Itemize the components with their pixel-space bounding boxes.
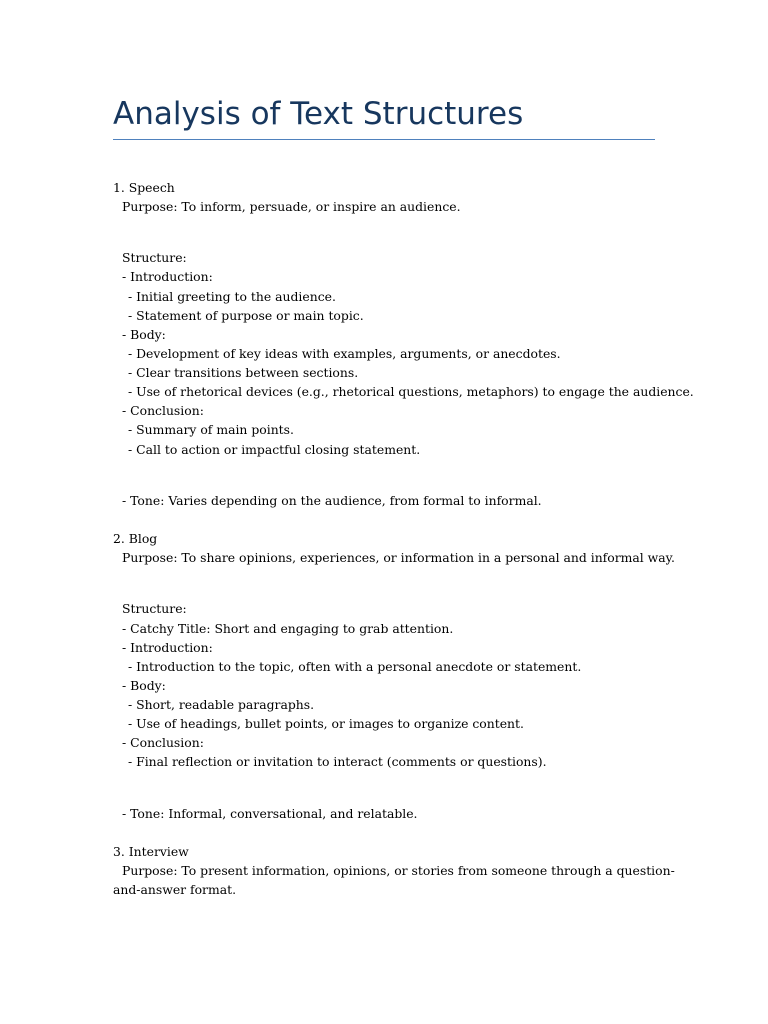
tone-line: - Tone: Varies depending on the audience, from formal to informal. (122, 493, 542, 508)
list-subitem: - Summary of main points. (128, 422, 294, 437)
list-subitem: - Clear transitions between sections. (128, 365, 359, 380)
structure-label: Structure: (122, 601, 187, 616)
list-item: - Conclusion: (122, 735, 204, 750)
list-item: - Body: (122, 678, 166, 693)
list-item: - Body: (122, 327, 166, 342)
list-subitem: - Final reflection or invitation to interact (comments or questions). (128, 754, 547, 769)
section-heading-blog: 2. Blog (113, 531, 158, 546)
page-title: Analysis of Text Structures (113, 96, 524, 132)
list-subitem: - Introduction to the topic, often with a personal anecdote or statement. (128, 659, 582, 674)
section-heading-interview: 3. Interview (113, 844, 189, 859)
section-heading-speech: 1. Speech (113, 180, 175, 195)
list-subitem: - Call to action or impactful closing statement. (128, 442, 421, 457)
list-subitem: - Use of headings, bullet points, or images to organize content. (128, 716, 524, 731)
list-subitem: - Statement of purpose or main topic. (128, 308, 364, 323)
purpose-line: Purpose: To inform, persuade, or inspire an audience. (122, 199, 461, 214)
purpose-line: Purpose: To present information, opinions, or stories from someone through a question- (122, 863, 675, 878)
title-divider (113, 139, 655, 140)
list-item: - Introduction: (122, 269, 213, 284)
list-subitem: - Initial greeting to the audience. (128, 289, 336, 304)
list-item: - Introduction: (122, 640, 213, 655)
tone-line: - Tone: Informal, conversational, and relatable. (122, 806, 418, 821)
list-subitem: - Short, readable paragraphs. (128, 697, 315, 712)
list-item: - Conclusion: (122, 403, 204, 418)
purpose-line: Purpose: To share opinions, experiences, or information in a personal and informal way. (122, 550, 675, 565)
list-item: - Catchy Title: Short and engaging to grab attention. (122, 621, 454, 636)
list-subitem: - Development of key ideas with examples, arguments, or anecdotes. (128, 346, 561, 361)
list-subitem: - Use of rhetorical devices (e.g., rhetorical questions, metaphors) to engage the audience. (128, 384, 694, 399)
purpose-line-continued: and-answer format. (113, 882, 237, 897)
structure-label: Structure: (122, 250, 187, 265)
